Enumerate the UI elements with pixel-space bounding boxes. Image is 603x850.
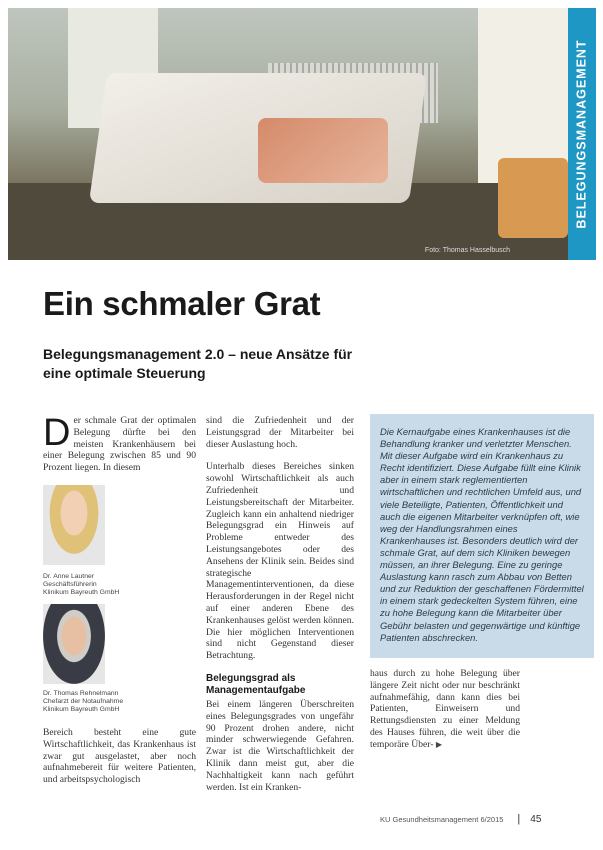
paragraph: haus durch zu hohe Belegung über längere Zeit nicht oder nur beschränkt aufnahmefähig, dann kann dies bei Patienten, Einweisern und Rettungsdiensten zu einer Meldung des Hauses führen, die weit über die temporäre Über- (370, 668, 520, 750)
author-portrait-1 (43, 485, 105, 565)
paragraph: sind die Zufriedenheit und der Leistungsgrad der Mitarbeiter bei dieser Auslastung hoch. (206, 415, 354, 450)
section-tab-label: BELEGUNGSMANAGEMENT (575, 39, 589, 229)
highlight-box (370, 414, 594, 658)
paragraph: Bei einem längeren Überschreiten eines Belegungsgrades von ungefähr 90 Prozent drohen andere, nicht minder schwerwiegende Gefahren. Zwar ist die Wirtschaftlichkeit der Klinik dann meist gut, aber die Nachhaltigkeit kann nach geführt werden. Ist ein Kranken- (206, 698, 354, 793)
continue-arrow-icon: ▶ (435, 739, 443, 749)
page-number: 45 (530, 813, 542, 825)
article-subtitle: Belegungsmanagement 2.0 – neue Ansätze für eine optimale Steuerung (43, 346, 353, 381)
hero-photo-hospital-room (8, 8, 568, 260)
column-1-intro (43, 412, 196, 474)
journal-name: KU Gesundheitsmanagement 6/2015 (380, 814, 504, 824)
column-2 (206, 415, 354, 804)
section-tab (568, 8, 596, 260)
photo-chair (498, 158, 568, 238)
intro-text: er schmale Grat der optimalen Belegung dürfte bei den meisten Krankenhäusern bei einer Belegung zwischen 85 und 90 Prozent liegen. In diesem (43, 415, 196, 474)
column-1-continuation: Bereich besteht eine gute Wirtschaftlichkeit, das Krankenhaus ist zwar gut ausgelastet, aber noch aufnahmebereit für weitere Patienten, und arbeitspsychologisch (43, 727, 196, 786)
page-footer (380, 813, 580, 825)
author-caption-1: Dr. Anne Lautner Geschäftsführerin Klinikum Bayreuth GmbH (43, 573, 120, 596)
photo-credit: Foto: Thomas Hasselbusch (424, 247, 510, 254)
article-title: Ein schmaler Grat (43, 285, 321, 322)
author-portrait-2 (43, 604, 105, 684)
section-heading: Belegungsgrad als Managementaufgabe (206, 672, 306, 696)
highlight-text: Die Kernaufgabe eines Krankenhauses ist die Behandlung kranker und verletzter Menschen. Mit dieser Aufgabe wird ein Krankenhaus zu Recht identifiziert. Diese Aufgabe füllt eine Klinik aber in einem stark reglementierten wirtschaftlichen und rechtlichen Umfeld aus, und viele Beteiligte, Patienten, Öffentlichkeit und auch die eigenen Mitarbeiter verknüpfen oft, wie weg der Handlungsrahmen eines Krankenhauses ist. Besonders deutlich wird der schmale Grat, auf dem sich Kliniken bewegen müssen, an ihrer Belegung. Eine zu geringe Auslastung kann rasch zum Abbau von Betten und zur Reduktion der geschaffenen Fördermittel in einem stark gedeckelten System führen, eine zu hohe Belegung kann die Mitarbeiter über Gebühr belasten und gegenwärtige und künftige Patienten abschrecken. (380, 426, 584, 643)
footer-separator: | (517, 813, 521, 825)
drop-cap: D (43, 412, 71, 454)
photo-blanket (258, 118, 388, 183)
author-caption-2: Dr. Thomas Rehnelmann Chefarzt der Notaufnahme Klinikum Bayreuth GmbH (43, 690, 124, 713)
paragraph: Unterhalb dieses Bereiches sinken sowohl Wirtschaftlichkeit als auch Zufriedenheit und Leistungsbereitschaft der Mitarbeiter. Zugleich kann ein anhaltend niedriger Belegungsgrad ein Hinweis auf Probleme entweder des Leistungsangebotes oder des Ansehens der Klinik sein. Beides sind strategische Managementinterventionen, da diese Herausforderungen in der Regel nicht auf einer anderen Ebene des Krankenhauses gelöst werden können. Die hier möglichen Interventionen sind nicht Gegenstand dieser Betrachtung. (206, 461, 354, 662)
column-3 (370, 668, 520, 751)
